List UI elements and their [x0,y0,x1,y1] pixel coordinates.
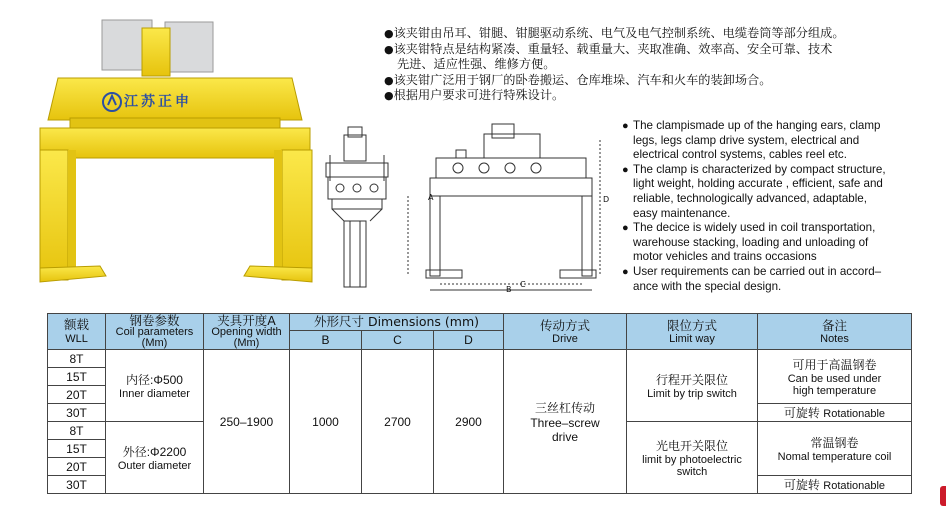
wll-cell: 20T [48,458,106,476]
wll-cell: 30T [48,476,106,494]
bullet-cn-2: ●该夹钳特点是结构紧凑、重量轻、载重量大、夹取准确、效率高、安全可靠、技术 [384,41,833,56]
header-drive: 传动方式 Drive [504,314,627,350]
dim-label-b: B [506,285,512,294]
bullet-en-1: ● The clampismade up of the hanging ears, clamp legs, legs clamp drive system, electrical and electrical control systems, cables reel etc. [622,119,881,162]
note-rotation-cell: 可旋转 Rotationable [758,476,912,494]
spec-table [47,313,912,494]
note-rotation-cell: 可旋转 Rotationable [758,404,912,422]
header-wll: 额载 WLL [48,314,106,350]
inner-diameter-cell: 内径:Φ500 Inner diameter [106,350,204,422]
dim-label-a: A [428,193,434,202]
header-limit: 限位方式 Limit way [627,314,758,350]
dim-b-cell: 1000 [290,350,362,494]
note-normal-temp-cell: 常温钢卷 Nomal temperature coil [758,422,912,476]
bullet-cn-2-cont: 先进、适应性强、维修方便。 [397,57,556,72]
wll-cell: 15T [48,440,106,458]
wll-cell: 8T [48,350,106,368]
opening-cell: 250–1900 [204,350,290,494]
logo-text: 江苏正申 [124,94,192,110]
dim-c-cell: 2700 [362,350,434,494]
side-view-drawing [320,125,395,295]
drive-cell: 三丝杠传动 Three–screw drive [504,350,627,494]
clamp-photo [30,10,320,300]
wll-cell: 8T [48,422,106,440]
bullet-cn-3: ●该夹钳广泛用于钢厂的卧卷搬运、仓库堆垛、汽车和火车的装卸场合。 [384,72,772,87]
bullets-cn [384,26,944,104]
bullet-en-2: ● The clamp is characterized by compact structure, light weight, holding accurate , efficient, safe and reliable, technologically advanced, adaptable, easy maintenance. [622,162,886,220]
bullet-cn-1: ●该夹钳由吊耳、钳腿、钳腿驱动系统、电气及电气控制系统、电缆卷筒等部分组成。 [384,26,845,40]
note-high-temp-cell: 可用于高温钢卷 Can be used under high temperature [758,350,912,404]
header-opening: 夹具开度A Opening width (Mm) [204,314,290,350]
dim-d-cell: 2900 [434,350,504,494]
front-view-drawing [400,120,612,300]
dim-label-c: C [520,280,526,289]
wll-cell: 20T [48,386,106,404]
dim-label-d: D [603,195,610,204]
outer-diameter-cell: 外径:Φ2200 Outer diameter [106,422,204,494]
bullet-en-4: ● User requirements can be carried out in accord– ance with the special design. [622,264,882,293]
header-d: D [434,330,504,349]
page-edge-tab [940,486,946,506]
wll-cell: 15T [48,368,106,386]
wll-cell: 30T [48,404,106,422]
header-coil: 钢卷参数 Coil parameters (Mm) [106,314,204,350]
header-notes: 备注 Notes [758,314,912,350]
header-dimensions: 外形尺寸 Dimensions (mm) [290,314,504,331]
limit-trip-cell: 行程开关限位 Limit by trip switch [627,350,758,422]
bullet-cn-4: ●根据用户要求可进行特殊设计。 [384,88,565,103]
header-c: C [362,330,434,349]
bullet-en-3: ● The decice is widely used in coil transportation, warehouse stacking, loading and unloading of motor vehicles and trains occasions [622,221,876,264]
limit-photo-cell: 光电开关限位 limit by photoelectric switch [627,422,758,494]
bullets-en [622,119,946,294]
header-b: B [290,330,362,349]
